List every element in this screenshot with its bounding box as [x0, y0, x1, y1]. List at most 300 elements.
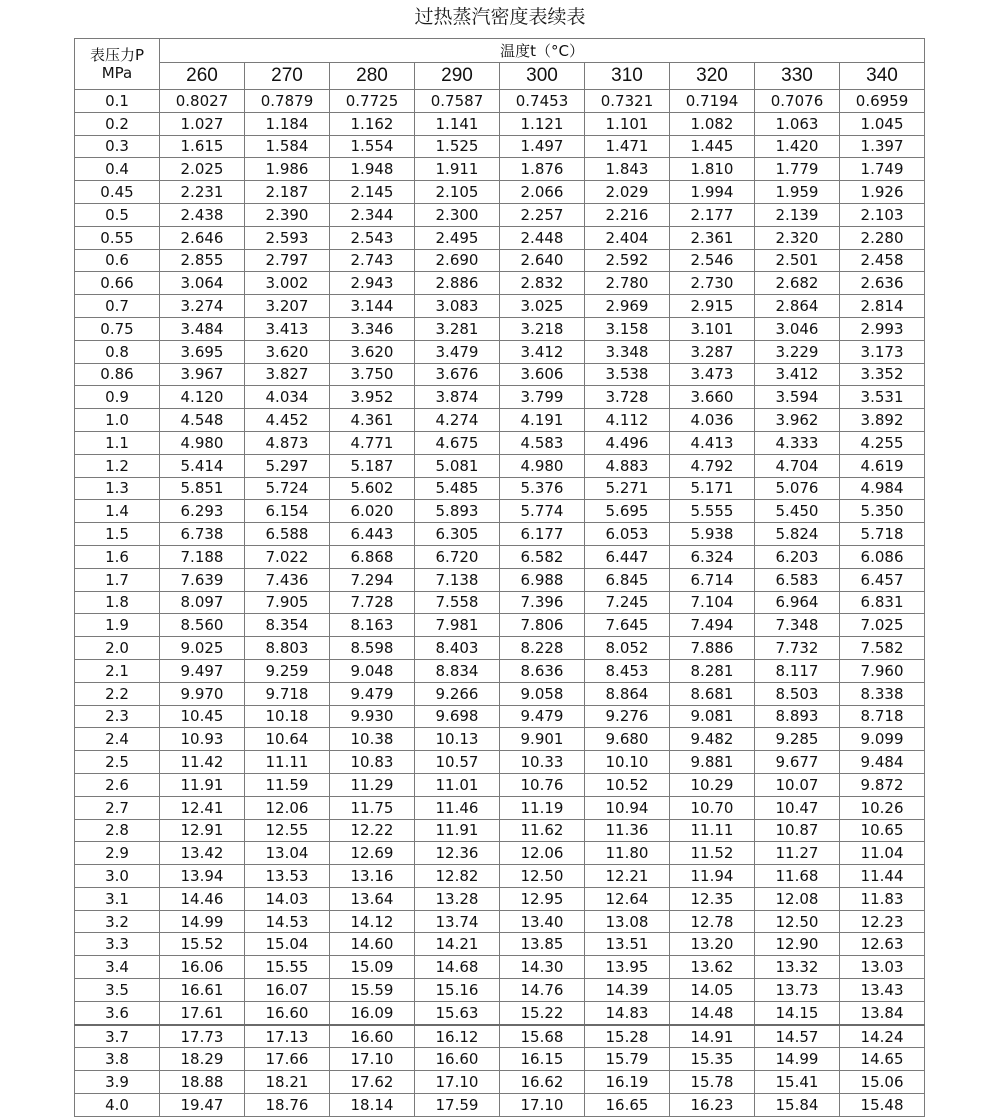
- density-cell: 4.496: [585, 431, 670, 454]
- density-cell: 7.022: [245, 545, 330, 568]
- pressure-cell: 0.7: [75, 295, 160, 318]
- density-cell: 5.824: [755, 523, 840, 546]
- density-cell: 8.834: [415, 659, 500, 682]
- density-cell: 13.84: [840, 1001, 925, 1024]
- density-cell: 3.064: [160, 272, 245, 295]
- density-cell: 2.993: [840, 317, 925, 340]
- density-cell: 13.64: [330, 887, 415, 910]
- density-cell: 6.443: [330, 523, 415, 546]
- pressure-cell: 1.3: [75, 477, 160, 500]
- density-cell: 12.69: [330, 842, 415, 865]
- density-cell: 7.396: [500, 591, 585, 614]
- density-cell: 11.27: [755, 842, 840, 865]
- density-cell: 12.82: [415, 865, 500, 888]
- density-cell: 2.438: [160, 203, 245, 226]
- density-cell: 2.177: [670, 203, 755, 226]
- density-cell: 5.555: [670, 500, 755, 523]
- pressure-cell: 0.5: [75, 203, 160, 226]
- table-row: [75, 454, 925, 477]
- temperature-column-header: 330: [755, 63, 840, 90]
- pressure-cell: 3.4: [75, 956, 160, 979]
- density-cell: 13.04: [245, 842, 330, 865]
- density-cell: 2.864: [755, 295, 840, 318]
- table-row: [75, 523, 925, 546]
- density-cell: 8.354: [245, 614, 330, 637]
- density-cell: 1.162: [330, 112, 415, 135]
- pressure-cell: 2.4: [75, 728, 160, 751]
- density-cell: 7.245: [585, 591, 670, 614]
- density-cell: 1.063: [755, 112, 840, 135]
- density-cell: 12.35: [670, 887, 755, 910]
- pressure-header-unit: MPa: [101, 64, 133, 82]
- density-cell: 14.99: [755, 1048, 840, 1071]
- table-row: [75, 295, 925, 318]
- density-cell: 6.305: [415, 523, 500, 546]
- density-cell: 16.60: [330, 1025, 415, 1048]
- density-cell: 2.216: [585, 203, 670, 226]
- density-cell: 15.52: [160, 933, 245, 956]
- table-row: [75, 637, 925, 660]
- table-row: [75, 272, 925, 295]
- density-cell: 3.676: [415, 363, 500, 386]
- density-cell: 14.60: [330, 933, 415, 956]
- density-cell: 2.886: [415, 272, 500, 295]
- temperature-column-header: 310: [585, 63, 670, 90]
- density-cell: 4.413: [670, 431, 755, 454]
- density-cell: 9.930: [330, 705, 415, 728]
- density-cell: 3.413: [245, 317, 330, 340]
- density-cell: 2.546: [670, 249, 755, 272]
- temperature-header: 温度t（°C）: [160, 39, 925, 63]
- density-cell: 1.045: [840, 112, 925, 135]
- pressure-cell: 0.86: [75, 363, 160, 386]
- table-row: [75, 773, 925, 796]
- density-cell: 12.06: [500, 842, 585, 865]
- density-cell: 2.743: [330, 249, 415, 272]
- density-cell: 10.93: [160, 728, 245, 751]
- density-cell: 3.728: [585, 386, 670, 409]
- density-cell: 6.086: [840, 545, 925, 568]
- density-cell: 13.28: [415, 887, 500, 910]
- density-cell: 4.112: [585, 409, 670, 432]
- density-cell: 5.938: [670, 523, 755, 546]
- density-cell: 1.843: [585, 158, 670, 181]
- density-cell: 3.281: [415, 317, 500, 340]
- density-cell: 8.338: [840, 682, 925, 705]
- density-cell: 13.20: [670, 933, 755, 956]
- table-row: [75, 979, 925, 1002]
- density-cell: 2.797: [245, 249, 330, 272]
- density-cell: 5.851: [160, 477, 245, 500]
- density-cell: 0.7587: [415, 90, 500, 113]
- table-header: [75, 39, 925, 90]
- density-cell: 5.774: [500, 500, 585, 523]
- density-cell: 6.020: [330, 500, 415, 523]
- table-row: [75, 90, 925, 113]
- density-cell: 15.78: [670, 1071, 755, 1094]
- density-cell: 8.503: [755, 682, 840, 705]
- table-row: [75, 431, 925, 454]
- density-cell: 15.16: [415, 979, 500, 1002]
- density-cell: 9.276: [585, 705, 670, 728]
- density-cell: 6.177: [500, 523, 585, 546]
- density-cell: 11.91: [160, 773, 245, 796]
- density-cell: 14.46: [160, 887, 245, 910]
- density-cell: 10.07: [755, 773, 840, 796]
- density-cell: 7.806: [500, 614, 585, 637]
- density-cell: 13.62: [670, 956, 755, 979]
- density-cell: 9.025: [160, 637, 245, 660]
- density-cell: 3.695: [160, 340, 245, 363]
- density-cell: 15.22: [500, 1001, 585, 1024]
- density-cell: 4.675: [415, 431, 500, 454]
- density-cell: 6.738: [160, 523, 245, 546]
- density-cell: 12.36: [415, 842, 500, 865]
- density-cell: 2.280: [840, 226, 925, 249]
- density-cell: 3.025: [500, 295, 585, 318]
- density-cell: 2.458: [840, 249, 925, 272]
- density-cell: 15.68: [500, 1025, 585, 1048]
- table-row: [75, 728, 925, 751]
- density-cell: 12.50: [755, 910, 840, 933]
- density-cell: 6.324: [670, 545, 755, 568]
- density-cell: 11.11: [245, 751, 330, 774]
- density-cell: 10.64: [245, 728, 330, 751]
- pressure-cell: 1.0: [75, 409, 160, 432]
- density-cell: 11.62: [500, 819, 585, 842]
- density-cell: 16.23: [670, 1094, 755, 1117]
- density-cell: 10.94: [585, 796, 670, 819]
- density-cell: 1.911: [415, 158, 500, 181]
- density-cell: 1.779: [755, 158, 840, 181]
- density-cell: 7.960: [840, 659, 925, 682]
- pressure-cell: 0.75: [75, 317, 160, 340]
- density-cell: 4.255: [840, 431, 925, 454]
- density-cell: 13.73: [755, 979, 840, 1002]
- density-cell: 14.68: [415, 956, 500, 979]
- density-cell: 10.10: [585, 751, 670, 774]
- density-cell: 4.333: [755, 431, 840, 454]
- density-cell: 1.121: [500, 112, 585, 135]
- density-cell: 9.058: [500, 682, 585, 705]
- density-cell: 0.7453: [500, 90, 585, 113]
- density-cell: 7.104: [670, 591, 755, 614]
- density-cell: 17.10: [330, 1048, 415, 1071]
- density-cell: 3.538: [585, 363, 670, 386]
- density-cell: 3.144: [330, 295, 415, 318]
- density-cell: 9.484: [840, 751, 925, 774]
- density-cell: 9.970: [160, 682, 245, 705]
- density-cell: 3.606: [500, 363, 585, 386]
- density-cell: 4.704: [755, 454, 840, 477]
- table-row: [75, 1094, 925, 1117]
- density-cell: 9.677: [755, 751, 840, 774]
- density-cell: 6.447: [585, 545, 670, 568]
- density-cell: 5.718: [840, 523, 925, 546]
- density-table: [74, 38, 925, 1117]
- density-cell: 3.352: [840, 363, 925, 386]
- density-cell: 17.13: [245, 1025, 330, 1048]
- density-cell: 1.082: [670, 112, 755, 135]
- density-cell: 5.893: [415, 500, 500, 523]
- density-cell: 1.445: [670, 135, 755, 158]
- density-cell: 2.495: [415, 226, 500, 249]
- density-cell: 13.53: [245, 865, 330, 888]
- density-cell: 15.09: [330, 956, 415, 979]
- temperature-column-header: 340: [840, 63, 925, 90]
- density-cell: 18.88: [160, 1071, 245, 1094]
- density-cell: 8.803: [245, 637, 330, 660]
- density-cell: 2.029: [585, 181, 670, 204]
- density-cell: 5.450: [755, 500, 840, 523]
- density-cell: 7.294: [330, 568, 415, 591]
- density-cell: 16.07: [245, 979, 330, 1002]
- density-cell: 8.893: [755, 705, 840, 728]
- density-cell: 5.350: [840, 500, 925, 523]
- density-cell: 8.097: [160, 591, 245, 614]
- density-cell: 5.414: [160, 454, 245, 477]
- density-cell: 2.682: [755, 272, 840, 295]
- density-cell: 8.403: [415, 637, 500, 660]
- density-cell: 16.60: [415, 1048, 500, 1071]
- density-cell: 7.558: [415, 591, 500, 614]
- table-row: [75, 203, 925, 226]
- density-cell: 6.868: [330, 545, 415, 568]
- density-cell: 3.799: [500, 386, 585, 409]
- density-cell: 0.7076: [755, 90, 840, 113]
- density-cell: 0.7194: [670, 90, 755, 113]
- temperature-column-header: 270: [245, 63, 330, 90]
- pressure-cell: 2.0: [75, 637, 160, 660]
- pressure-cell: 1.9: [75, 614, 160, 637]
- temperature-column-header: 290: [415, 63, 500, 90]
- density-cell: 7.639: [160, 568, 245, 591]
- density-cell: 14.21: [415, 933, 500, 956]
- temperature-column-header: 320: [670, 63, 755, 90]
- density-cell: 14.05: [670, 979, 755, 1002]
- table-row: [75, 751, 925, 774]
- density-cell: 10.87: [755, 819, 840, 842]
- pressure-cell: 3.1: [75, 887, 160, 910]
- density-cell: 7.025: [840, 614, 925, 637]
- pressure-cell: 1.2: [75, 454, 160, 477]
- density-cell: 2.025: [160, 158, 245, 181]
- density-cell: 13.95: [585, 956, 670, 979]
- density-cell: 8.281: [670, 659, 755, 682]
- density-cell: 15.84: [755, 1094, 840, 1117]
- pressure-header-label: 表压力P: [89, 46, 145, 64]
- density-cell: 16.60: [245, 1001, 330, 1024]
- density-cell: 1.926: [840, 181, 925, 204]
- pressure-cell: 0.55: [75, 226, 160, 249]
- density-cell: 2.448: [500, 226, 585, 249]
- density-cell: 3.046: [755, 317, 840, 340]
- density-cell: 3.173: [840, 340, 925, 363]
- density-cell: 1.986: [245, 158, 330, 181]
- pressure-cell: 2.9: [75, 842, 160, 865]
- density-cell: 3.412: [500, 340, 585, 363]
- density-cell: 12.91: [160, 819, 245, 842]
- density-cell: 14.57: [755, 1025, 840, 1048]
- density-cell: 4.984: [840, 477, 925, 500]
- density-cell: 12.22: [330, 819, 415, 842]
- density-cell: 6.714: [670, 568, 755, 591]
- density-cell: 2.231: [160, 181, 245, 204]
- density-cell: 5.376: [500, 477, 585, 500]
- density-cell: 3.962: [755, 409, 840, 432]
- density-cell: 4.274: [415, 409, 500, 432]
- density-cell: 3.620: [330, 340, 415, 363]
- table-row: [75, 226, 925, 249]
- density-cell: 2.640: [500, 249, 585, 272]
- density-cell: 7.728: [330, 591, 415, 614]
- density-cell: 3.479: [415, 340, 500, 363]
- density-cell: 4.980: [160, 431, 245, 454]
- table-row: [75, 1001, 925, 1024]
- density-cell: 6.457: [840, 568, 925, 591]
- density-cell: 15.59: [330, 979, 415, 1002]
- density-cell: 18.76: [245, 1094, 330, 1117]
- density-cell: 14.30: [500, 956, 585, 979]
- density-cell: 7.436: [245, 568, 330, 591]
- pressure-cell: 2.7: [75, 796, 160, 819]
- density-cell: 1.948: [330, 158, 415, 181]
- density-cell: 13.43: [840, 979, 925, 1002]
- density-cell: 10.52: [585, 773, 670, 796]
- density-cell: 6.720: [415, 545, 500, 568]
- density-cell: 9.482: [670, 728, 755, 751]
- density-cell: 7.494: [670, 614, 755, 637]
- density-cell: 4.361: [330, 409, 415, 432]
- density-cell: 8.052: [585, 637, 670, 660]
- density-cell: 4.583: [500, 431, 585, 454]
- density-cell: 16.06: [160, 956, 245, 979]
- density-cell: 11.59: [245, 773, 330, 796]
- density-cell: 1.420: [755, 135, 840, 158]
- pressure-cell: 0.3: [75, 135, 160, 158]
- density-cell: 3.827: [245, 363, 330, 386]
- density-cell: 14.15: [755, 1001, 840, 1024]
- density-cell: 11.19: [500, 796, 585, 819]
- density-cell: 14.03: [245, 887, 330, 910]
- pressure-cell: 1.4: [75, 500, 160, 523]
- density-cell: 8.864: [585, 682, 670, 705]
- density-cell: 15.48: [840, 1094, 925, 1117]
- density-cell: 2.139: [755, 203, 840, 226]
- density-cell: 9.081: [670, 705, 755, 728]
- density-cell: 3.473: [670, 363, 755, 386]
- density-cell: 4.452: [245, 409, 330, 432]
- table-row: [75, 865, 925, 888]
- density-cell: 4.883: [585, 454, 670, 477]
- table-row: [75, 659, 925, 682]
- density-cell: 10.47: [755, 796, 840, 819]
- density-cell: 9.680: [585, 728, 670, 751]
- density-cell: 13.08: [585, 910, 670, 933]
- density-cell: 8.117: [755, 659, 840, 682]
- density-cell: 2.969: [585, 295, 670, 318]
- density-cell: 12.08: [755, 887, 840, 910]
- density-cell: 3.874: [415, 386, 500, 409]
- density-cell: 16.61: [160, 979, 245, 1002]
- density-cell: 17.61: [160, 1001, 245, 1024]
- density-cell: 17.59: [415, 1094, 500, 1117]
- density-cell: 11.04: [840, 842, 925, 865]
- density-cell: 7.138: [415, 568, 500, 591]
- density-cell: 3.101: [670, 317, 755, 340]
- density-cell: 12.21: [585, 865, 670, 888]
- pressure-cell: 1.8: [75, 591, 160, 614]
- density-cell: 1.471: [585, 135, 670, 158]
- pressure-cell: 0.1: [75, 90, 160, 113]
- density-cell: 15.41: [755, 1071, 840, 1094]
- density-cell: 16.65: [585, 1094, 670, 1117]
- pressure-cell: 3.9: [75, 1071, 160, 1094]
- density-cell: 3.952: [330, 386, 415, 409]
- pressure-cell: 3.6: [75, 1001, 160, 1024]
- density-cell: 5.076: [755, 477, 840, 500]
- density-cell: 2.361: [670, 226, 755, 249]
- density-cell: 1.184: [245, 112, 330, 135]
- density-cell: 0.7879: [245, 90, 330, 113]
- density-cell: 17.62: [330, 1071, 415, 1094]
- density-cell: 5.602: [330, 477, 415, 500]
- table-row: [75, 340, 925, 363]
- pressure-cell: 3.0: [75, 865, 160, 888]
- density-cell: 12.95: [500, 887, 585, 910]
- density-cell: 1.027: [160, 112, 245, 135]
- density-cell: 16.15: [500, 1048, 585, 1071]
- density-cell: 8.718: [840, 705, 925, 728]
- density-cell: 4.873: [245, 431, 330, 454]
- density-cell: 15.63: [415, 1001, 500, 1024]
- density-cell: 2.145: [330, 181, 415, 204]
- density-cell: 2.103: [840, 203, 925, 226]
- table-row: [75, 1071, 925, 1094]
- density-cell: 1.994: [670, 181, 755, 204]
- density-cell: 11.29: [330, 773, 415, 796]
- table-row: [75, 887, 925, 910]
- density-cell: 7.188: [160, 545, 245, 568]
- density-cell: 11.83: [840, 887, 925, 910]
- table-row: [75, 956, 925, 979]
- pressure-cell: 3.7: [75, 1025, 160, 1048]
- density-cell: 14.76: [500, 979, 585, 1002]
- pressure-cell: 0.9: [75, 386, 160, 409]
- table-row: [75, 386, 925, 409]
- pressure-cell: 3.3: [75, 933, 160, 956]
- density-cell: 9.266: [415, 682, 500, 705]
- density-cell: 8.636: [500, 659, 585, 682]
- density-cell: 9.479: [500, 705, 585, 728]
- density-cell: 3.620: [245, 340, 330, 363]
- pressure-cell: 1.5: [75, 523, 160, 546]
- density-cell: 4.619: [840, 454, 925, 477]
- density-cell: 2.543: [330, 226, 415, 249]
- density-cell: 4.036: [670, 409, 755, 432]
- density-cell: 12.90: [755, 933, 840, 956]
- density-cell: 14.65: [840, 1048, 925, 1071]
- density-cell: 3.346: [330, 317, 415, 340]
- density-cell: 5.171: [670, 477, 755, 500]
- density-cell: 6.582: [500, 545, 585, 568]
- density-cell: 11.11: [670, 819, 755, 842]
- pressure-cell: 0.4: [75, 158, 160, 181]
- table-row: [75, 933, 925, 956]
- density-cell: 3.892: [840, 409, 925, 432]
- density-cell: 11.75: [330, 796, 415, 819]
- density-cell: 2.690: [415, 249, 500, 272]
